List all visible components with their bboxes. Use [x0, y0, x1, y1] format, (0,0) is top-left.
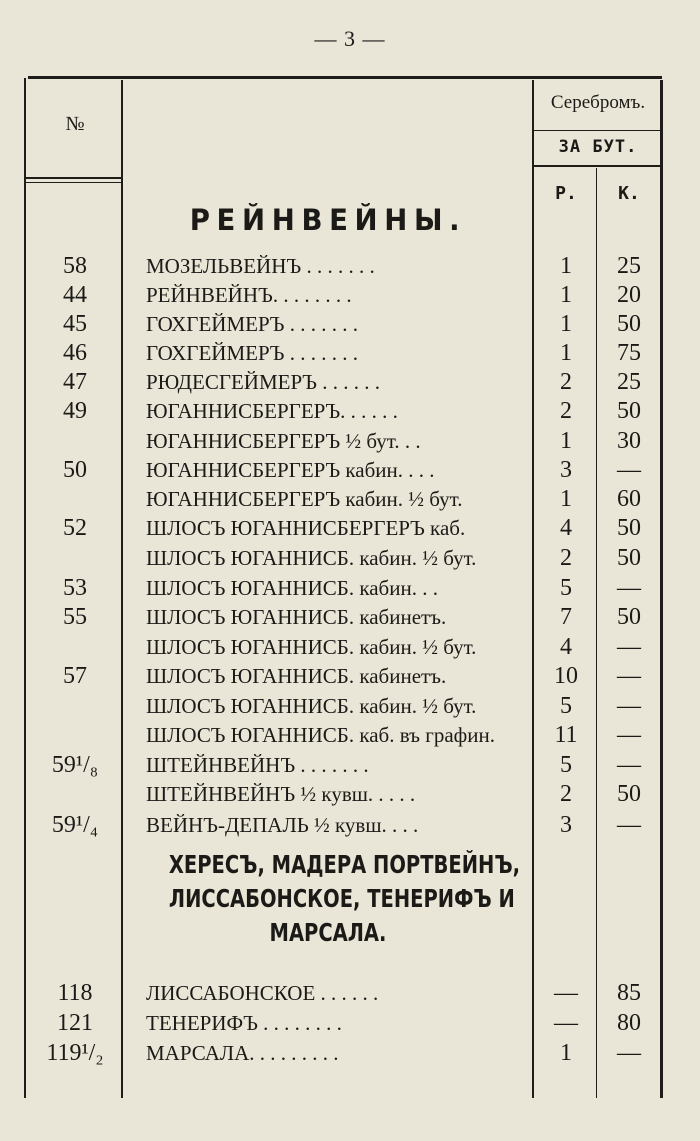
table-row: [0, 281, 700, 310]
price-kopecks: 50: [617, 515, 641, 541]
table-row: [0, 1009, 700, 1038]
item-name: ЮГАННИСБЕРГЕРЪ. . . . . .: [146, 399, 398, 423]
item-name: ШТЕЙНВЕЙНЪ . . . . . . .: [146, 753, 369, 777]
item-name: ЮГАННИСБЕРГЕРЪ ½ бут. . .: [146, 429, 421, 453]
section-title-line: МАРСАЛА.: [269, 918, 387, 947]
number-header-rule-2: [26, 182, 121, 183]
item-number: 55: [63, 604, 87, 630]
price-kopecks: —: [617, 1040, 641, 1066]
table-row: [0, 1039, 700, 1068]
bottle-header-rule: [534, 165, 660, 167]
item-number: 59¹/₄: [51, 812, 99, 838]
price-kopecks: 30: [617, 428, 641, 454]
price-kopecks: 20: [617, 282, 641, 308]
item-name: ШЛОСЪ ЮГАННИСБ. кабин. ½ бут.: [146, 635, 477, 659]
table-row: [0, 339, 700, 368]
price-kopecks: —: [617, 663, 641, 689]
price-rubles: 2: [560, 369, 572, 395]
price-kopecks: —: [617, 457, 641, 483]
price-rubles: 4: [560, 515, 572, 541]
price-kopecks: 80: [617, 1010, 641, 1036]
price-rubles: 1: [560, 1040, 572, 1066]
item-name: ШЛОСЪ ЮГАННИСБЕРГЕРЪ каб.: [146, 516, 466, 540]
item-number: 46: [63, 340, 87, 366]
number-column-header: №: [65, 113, 85, 135]
item-name: ГОХГЕЙМЕРЪ . . . . . . .: [146, 312, 358, 336]
table-row: [0, 252, 700, 281]
price-rubles: 1: [560, 486, 572, 512]
section-title-rhine-wines: [134, 203, 522, 237]
table-row: [0, 633, 700, 662]
price-rubles: 2: [560, 781, 572, 807]
table-row: [0, 310, 700, 339]
price-rubles: 1: [560, 311, 572, 337]
price-rubles: 3: [560, 457, 572, 483]
price-rubles: 7: [560, 604, 572, 630]
price-rubles: 1: [560, 340, 572, 366]
item-number: 118: [57, 980, 93, 1006]
price-kopecks: —: [617, 693, 641, 719]
item-name: МАРСАЛА. . . . . . . . .: [146, 1041, 339, 1065]
table-row: [0, 603, 700, 632]
price-rubles: 2: [560, 398, 572, 424]
price-kopecks: —: [617, 634, 641, 660]
currency-header: Серебромъ.: [550, 92, 646, 113]
table-row: [0, 514, 700, 543]
item-name: ЛИССАБОНСКОЕ . . . . . .: [146, 981, 379, 1005]
table-row: [0, 721, 700, 750]
item-name: МОЗЕЛЬВЕЙНЪ . . . . . . .: [146, 254, 375, 278]
price-kopecks: 50: [617, 781, 641, 807]
per-bottle-header: ЗА БУТ.: [558, 137, 638, 157]
price-kopecks: —: [617, 722, 641, 748]
item-name: ТЕНЕРИФЪ . . . . . . . .: [146, 1011, 342, 1035]
table-row: [0, 662, 700, 691]
item-name: ЮГАННИСБЕРГЕРЪ кабин. ½ бут.: [146, 487, 463, 511]
item-name: ВЕЙНЪ-ДЕПАЛЬ ½ кувш. . . .: [146, 813, 419, 837]
price-rubles: 11: [554, 722, 578, 748]
item-name: ШЛОСЪ ЮГАННИСБ. кабин. . .: [146, 576, 438, 600]
item-number: 119¹/₂: [46, 1040, 104, 1066]
item-number: 53: [63, 575, 87, 601]
price-rubles: 5: [560, 752, 572, 778]
table-row: [0, 427, 700, 456]
item-number: 44: [63, 282, 87, 308]
price-kopecks: 75: [617, 340, 641, 366]
item-name: ШЛОСЪ ЮГАННИСБ. кабинетъ.: [146, 605, 447, 629]
section-title-line: РЕЙНВЕЙНЫ.: [189, 203, 467, 237]
table-row: [0, 485, 700, 514]
item-number: 121: [57, 1010, 93, 1036]
price-kopecks: —: [617, 812, 641, 838]
currency-header-rule: [534, 130, 660, 131]
item-name: ШЛОСЪ ЮГАННИСБ. кабин. ½ бут.: [146, 546, 477, 570]
price-kopecks: 60: [617, 486, 641, 512]
item-number: 49: [63, 398, 87, 424]
price-kopecks: 85: [617, 980, 641, 1006]
rubles-header: Р.: [555, 183, 577, 204]
item-name: РЮДЕСГЕЙМЕРЪ . . . . . .: [146, 370, 380, 394]
price-rubles: 1: [560, 253, 572, 279]
section-title-sherry-madeira: [168, 848, 521, 950]
table-row: [0, 574, 700, 603]
price-rubles: 5: [560, 693, 572, 719]
item-name: ШЛОСЪ ЮГАННИСБ. кабинетъ.: [146, 664, 447, 688]
price-kopecks: 25: [617, 369, 641, 395]
table-row: [0, 397, 700, 426]
table-top-rule: [28, 76, 662, 79]
item-name: ГОХГЕЙМЕРЪ . . . . . . .: [146, 341, 358, 365]
table-row: [0, 751, 700, 780]
table-row: [0, 456, 700, 485]
section-title-line: ХЕРЕСЪ, МАДЕРА ПОРТВЕЙНЪ,: [168, 850, 521, 879]
price-rubles: 3: [560, 812, 572, 838]
price-rubles: 4: [560, 634, 572, 660]
kopecks-header: К.: [618, 183, 640, 204]
price-kopecks: —: [617, 575, 641, 601]
price-kopecks: —: [617, 752, 641, 778]
price-rubles: 1: [560, 428, 572, 454]
price-rubles: 5: [560, 575, 572, 601]
price-rubles: 10: [554, 663, 578, 689]
price-rubles: —: [554, 980, 578, 1006]
item-number: 50: [63, 457, 87, 483]
table-row: [0, 979, 700, 1008]
price-kopecks: 50: [617, 311, 641, 337]
item-name: ШЛОСЪ ЮГАННИСБ. кабин. ½ бут.: [146, 694, 477, 718]
price-kopecks: 50: [617, 398, 641, 424]
section-title-line: ЛИССАБОНСКОЕ, ТЕНЕРИФЪ И: [168, 884, 515, 913]
price-rubles: —: [554, 1010, 578, 1036]
table-row: [0, 692, 700, 721]
table-row: [0, 544, 700, 573]
price-kopecks: 25: [617, 253, 641, 279]
item-name: ШТЕЙНВЕЙНЪ ½ кувш. . . . .: [146, 782, 416, 806]
table-row: [0, 780, 700, 809]
item-number: 47: [63, 369, 87, 395]
item-number: 58: [63, 253, 87, 279]
page-number: — 3 —: [314, 26, 386, 51]
item-number: 59¹/₈: [51, 752, 99, 778]
item-name: ШЛОСЪ ЮГАННИСБ. каб. въ графин.: [146, 723, 495, 747]
price-rubles: 2: [560, 545, 572, 571]
item-name: ЮГАННИСБЕРГЕРЪ кабин. . . .: [146, 458, 435, 482]
table-row: [0, 368, 700, 397]
price-rubles: 1: [560, 282, 572, 308]
table-row: [0, 811, 700, 840]
number-header-rule: [26, 177, 121, 179]
item-number: 52: [63, 515, 87, 541]
price-kopecks: 50: [617, 545, 641, 571]
item-number: 57: [63, 663, 87, 689]
item-name: РЕЙНВЕЙНЪ. . . . . . . .: [146, 283, 352, 307]
price-kopecks: 50: [617, 604, 641, 630]
item-number: 45: [63, 311, 87, 337]
